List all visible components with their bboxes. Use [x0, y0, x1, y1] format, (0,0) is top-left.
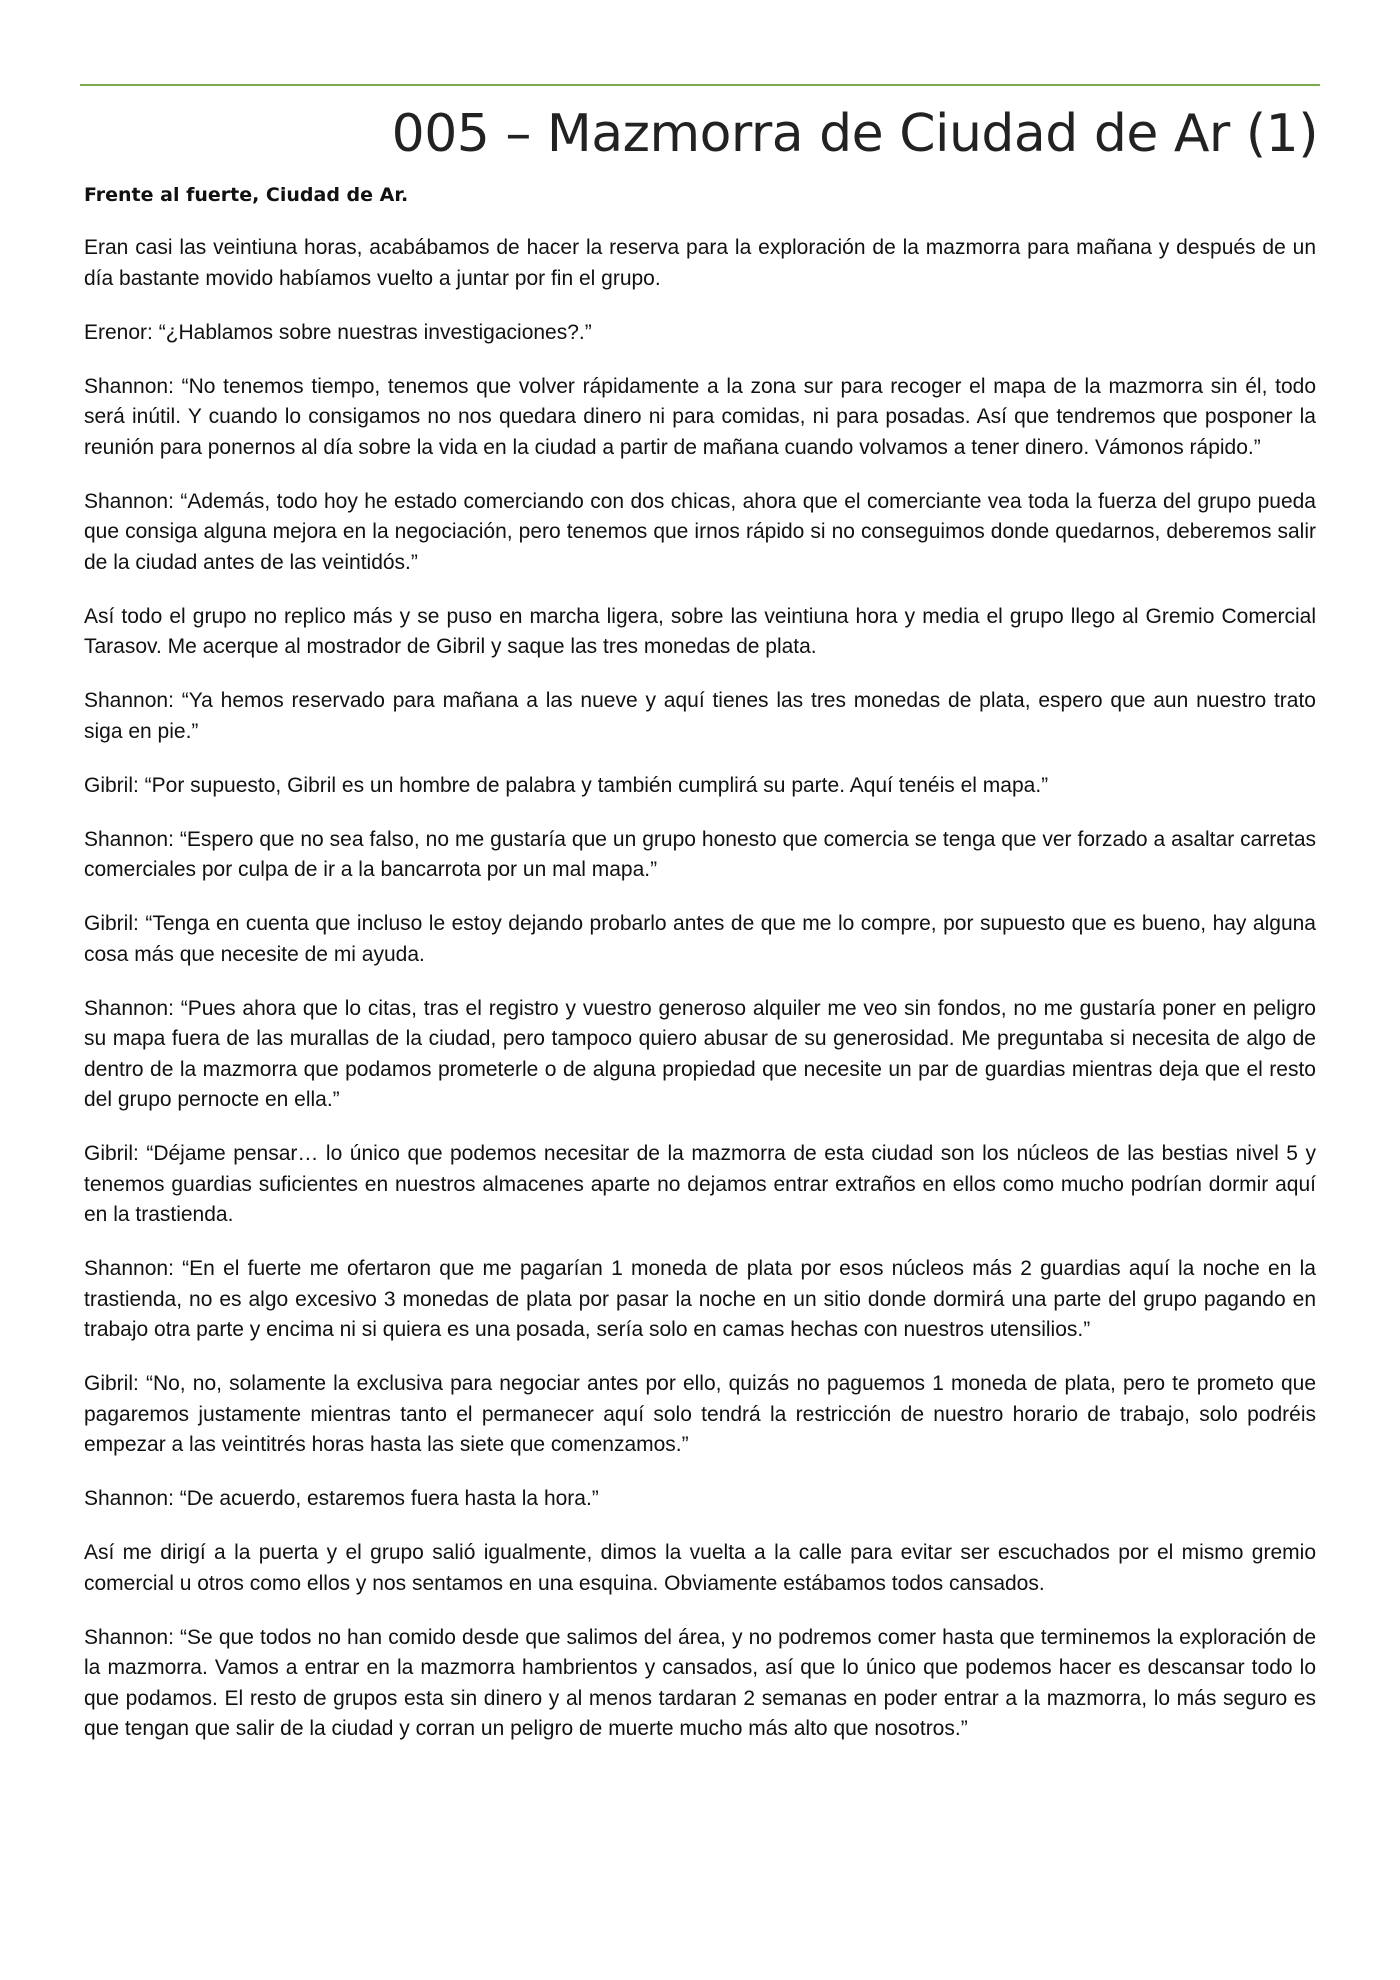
paragraph: Shannon: “Espero que no sea falso, no me gustaría que un grupo honesto que comercia se tenga que ver forzado a asaltar carretas comerciales por culpa de ir a la bancarrota por un mal mapa.” [84, 827, 1316, 881]
paragraph: Shannon: “Además, todo hoy he estado comerciando con dos chicas, ahora que el comerciante vea toda la fuerza del grupo pueda que consiga alguna mejora en la negociación, pero tenemos que irnos rápido si no conseguimos donde quedarnos, deberemos salir de la ciudad antes de las veintidós.” [84, 489, 1316, 574]
paragraph: Así me dirigí a la puerta y el grupo salió igualmente, dimos la vuelta a la calle para evitar ser escuchados por el mismo gremio comercial u otros como ellos y nos sentamos en una esquina. Obviamente estábamos todos cansados. [84, 1541, 1316, 1595]
paragraph: Shannon: “No tenemos tiempo, tenemos que volver rápidamente a la zona sur para recoger el mapa de la mazmorra sin él, todo será inútil. Y cuando lo consigamos no nos quedara dinero ni para comidas, ni para posadas. Así que tendremos que posponer la reunión para ponernos al día sobre la vida en la ciudad a partir de mañana cuando volvamos a tener dinero. Vámonos rápido.” [84, 374, 1316, 459]
paragraph: Gibril: “Déjame pensar… lo único que podemos necesitar de la mazmorra de esta ciudad son los núcleos de las bestias nivel 5 y tenemos guardias suficientes en nuestros almacenes aparte no dejamos entrar extraños en ellos como mucho podrían dormir aquí en la trastienda. [84, 1142, 1316, 1226]
paragraph: Así todo el grupo no replico más y se puso en marcha ligera, sobre las veintiuna hora y media el grupo llego al Gremio Comercial Tarasov. Me acerque al mostrador de Gibril y saque las tres monedas de plata. [84, 604, 1316, 658]
paragraph: Erenor: “¿Hablamos sobre nuestras investigaciones?.” [84, 320, 592, 344]
body-text [84, 233, 1316, 1768]
paragraph: Gibril: “Por supuesto, Gibril es un hombre de palabra y también cumplirá su parte. Aquí tenéis el mapa.” [84, 773, 1049, 797]
paragraph: Shannon: “En el fuerte me ofertaron que me pagarían 1 moneda de plata por esos núcleos más 2 guardias aquí la noche en la trastienda, no es algo excesivo 3 monedas de plata por pasar la noche en un sitio donde dormirá una parte del grupo pagando en trabajo otra parte y encima ni si quiera es una posada, sería solo en camas hechas con nuestros utensilios.” [84, 1257, 1316, 1341]
paragraph: Shannon: “Pues ahora que lo citas, tras el registro y vuestro generoso alquiler me veo sin fondos, no me gustaría poner en peligro su mapa fuera de las murallas de la ciudad, pero tampoco quiero abusar de su generosidad. Me preguntaba si necesita de algo de dentro de la mazmorra que podamos prometerle o de alguna propiedad que necesite un par de guardias mientras deja que el resto del grupo pernocte en ella.” [84, 996, 1316, 1111]
paragraph: Gibril: “Tenga en cuenta que incluso le estoy dejando probarlo antes de que me lo compre, por supuesto que es bueno, hay alguna cosa más que necesite de mi ayuda. [84, 912, 1316, 966]
paragraph: Shannon: “De acuerdo, estaremos fuera hasta la hora.” [84, 1487, 599, 1510]
scene-location: Frente al fuerte, Ciudad de Ar. [84, 184, 409, 206]
header-rule [80, 84, 1320, 86]
paragraph: Gibril: “No, no, solamente la exclusiva para negociar antes por ello, quizás no paguemos 1 moneda de plata, pero te prometo que pagaremos justamente mientras tanto el permanecer aquí solo tendrá la restricción de nuestro horario de trabajo, solo podréis empezar a las veintitrés horas hasta las siete que comenzamos.” [84, 1372, 1316, 1456]
paragraph: Eran casi las veintiuna horas, acabábamos de hacer la reserva para la exploración de la mazmorra para mañana y después de un día bastante movido habíamos vuelto a juntar por fin el grupo. [84, 236, 1316, 290]
paragraph: Shannon: “Ya hemos reservado para mañana a las nueve y aquí tienes las tres monedas de plata, espero que aun nuestro trato siga en pie.” [84, 689, 1316, 743]
chapter-title: 005 – Mazmorra de Ciudad de Ar (1) [391, 104, 1318, 164]
paragraph: Shannon: “Se que todos no han comido desde que salimos del área, y no podremos comer hasta que terminemos la exploración de la mazmorra. Vamos a entrar en la mazmorra hambrientos y cansados, así que lo único que podemos hacer es descansar todo lo que podamos. El resto de grupos esta sin dinero y al menos tardaran 2 semanas en poder entrar a la mazmorra, lo más seguro es que tengan que salir de la ciudad y corran un peligro de muerte mucho más alto que nosotros.” [84, 1625, 1316, 1740]
